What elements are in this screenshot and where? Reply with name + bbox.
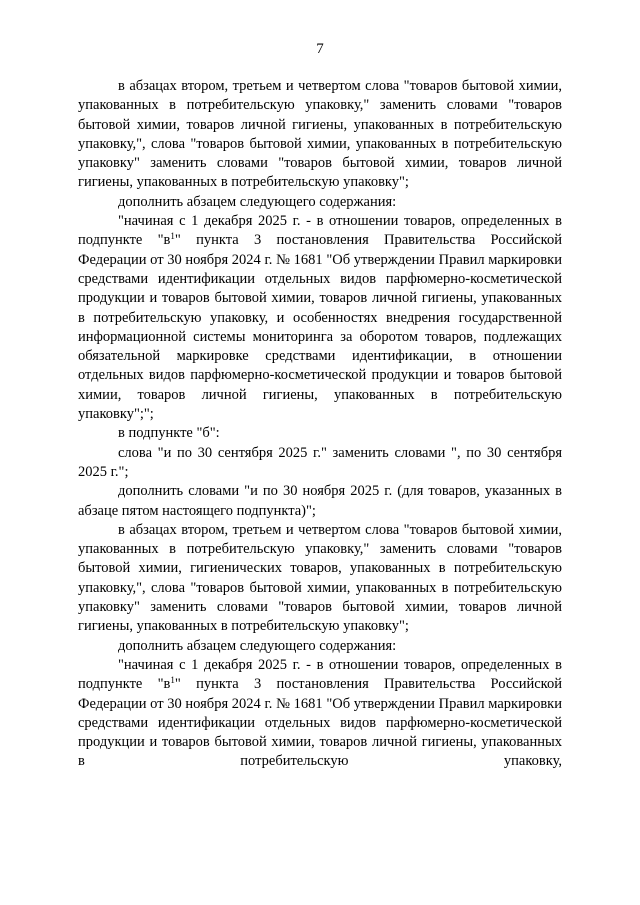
paragraph-new-abzac-text-second: [78, 656, 562, 772]
paragraph-subpoint-b: в подпункте "б":: [118, 425, 220, 442]
paragraph-add-abzac-second: дополнить абзацем следующего содержания:: [118, 637, 397, 654]
superscript: 1: [170, 675, 175, 686]
document-body: [78, 77, 562, 772]
paragraph-supplement-words: дополнить словами "и по 30 ноября 2025 г. (для товаров, указанных в абзаце пятом настоящего подпункта)";: [78, 483, 562, 519]
superscript: 1: [170, 231, 175, 242]
paragraph-text-part: "начиная с 1 декабря 2025 г. - в отношении товаров, определенных в подпункте "в: [78, 213, 562, 249]
page-number: 7: [316, 41, 324, 57]
paragraph-text-part: "начиная с 1 декабря 2025 г. - в отношении товаров, определенных в подпункте "в: [78, 656, 562, 693]
paragraph-replace-words: слова "и по 30 сентября 2025 г." заменить словами ", по 30 сентября 2025 г.";: [78, 444, 562, 480]
paragraph-text-part: " пункта 3 постановления Правительства Российской Федерации от 30 ноября 2024 г. № 1681 "Об утверждении Правил маркировки средствами идентификации отдельных видов парфюмерно-косметической продукции и товаров бытовой химии, товаров личной гигиены, упакованных в потребительскую упаковку,: [78, 676, 562, 770]
paragraph-new-abzac-text: [78, 212, 562, 424]
paragraph-amend-abzac-2-4-second: в абзацах втором, третьем и четвертом слова "товаров бытовой химии, упакованных в потребительскую упаковку," заменить словами "товаров бытовой химии, гигиенических товаров, упакованных в потребительскую упаковку,", слова "товаров бытовой химии, упакованных в потребительскую упаковку" заменить словами "товаров бытовой химии, товаров личной гигиены, упакованных в потребительскую упаковку";: [78, 521, 562, 635]
paragraph-add-abzac: дополнить абзацем следующего содержания:: [118, 193, 397, 210]
paragraph-text-part: " пункта 3 постановления Правительства Российской Федерации от 30 ноября 2024 г. № 1681 "Об утверждении Правил маркировки средствами идентификации отдельных видов парфюмерно-косметической продукции и товаров бытовой химии, товаров личной гигиены, упакованных в потребительскую упаковку, и особенностях внедрения государственной информационной системы мониторинга за оборотом товаров, подлежащих обязательной маркировке средствами идентификации, в отношении отдельных видов парфюмерно-косметической продукции и товаров бытовой химии, товаров личной гигиены, упакованных в потребительскую упаковку";";: [78, 232, 562, 423]
paragraph-amend-abzac-2-4: в абзацах втором, третьем и четвертом слова "товаров бытовой химии, упакованных в потребительскую упаковку," заменить словами "товаров бытовой химии, товаров личной гигиены, упакованных в потребительскую упаковку,", слова "товаров бытовой химии, упакованных в потребительскую упаковку" заменить словами "товаров бытовой химии, товаров личной гигиены, упакованных в потребительскую упаковку";: [78, 78, 562, 191]
